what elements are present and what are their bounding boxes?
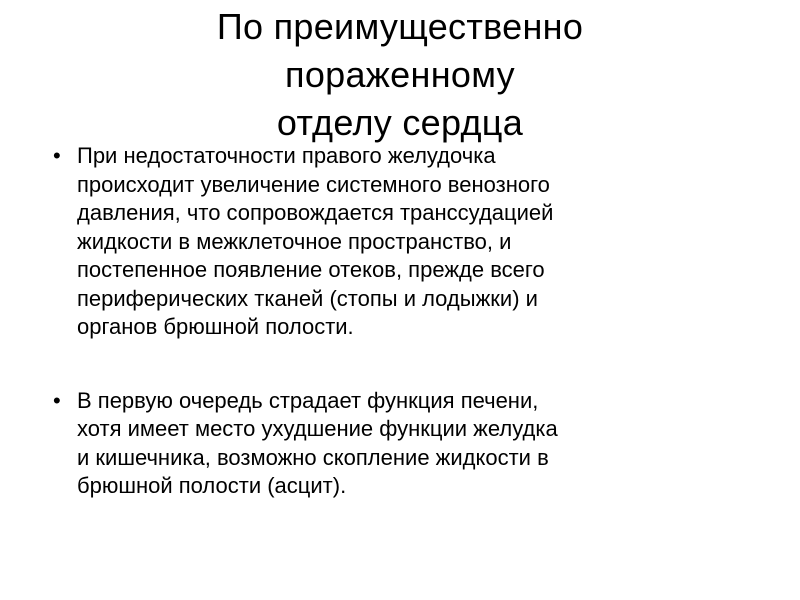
bullet-text-line: брюшной полости (асцит). <box>77 473 347 498</box>
bullet-text-line: жидкости в межклеточное пространство, и <box>77 228 512 254</box>
bullet-list <box>50 142 750 501</box>
bullet-text-line: происходит увеличение системного венозного <box>77 171 550 197</box>
bullet-text-line: При недостаточности правого желудочка <box>77 143 496 168</box>
bullet-item-liver-function <box>50 387 750 501</box>
bullet-text-line: В первую очередь страдает функция печени, <box>77 387 539 413</box>
bullet-text-line: постепенное появление отеков, прежде всего <box>77 257 545 282</box>
bullet-icon: • <box>53 387 61 413</box>
bullet-text-line: и кишечника, возможно скопление жидкости в <box>77 444 549 470</box>
title-line: пораженному <box>285 54 515 95</box>
slide-title <box>100 3 700 147</box>
bullet-text-line: давления, что сопровождается транссудацией <box>77 200 554 225</box>
title-line: По преимущественно <box>216 6 584 47</box>
bullet-icon: • <box>53 143 61 168</box>
bullet-text-line: периферических тканей (стопы и лодыжки) и <box>77 285 538 311</box>
title-line: отделу сердца <box>276 102 524 143</box>
bullet-item-right-ventricle <box>50 142 750 342</box>
bullet-text-line: органов брюшной полости. <box>77 314 354 339</box>
bullet-text-line: хотя имеет место ухудшение функции желудка <box>77 416 558 441</box>
